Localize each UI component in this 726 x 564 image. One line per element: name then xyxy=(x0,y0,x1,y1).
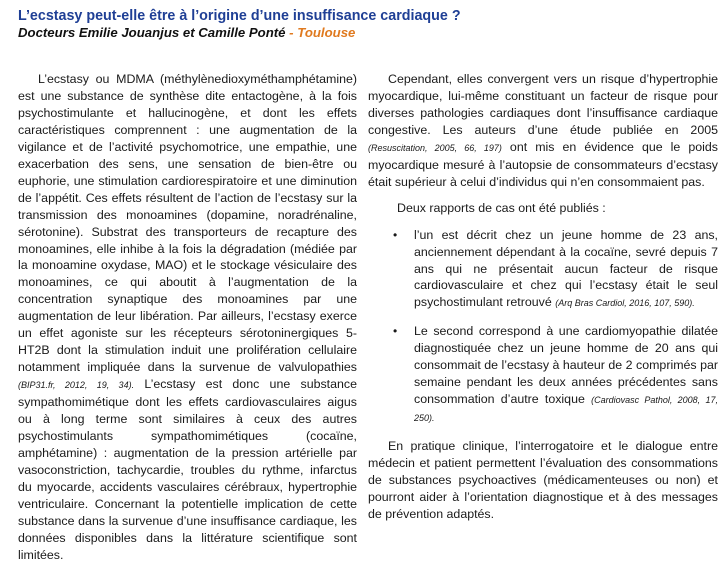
list-item xyxy=(368,323,718,427)
citation-bip31: (BIP31.fr, 2012, 19, 34). xyxy=(18,380,135,391)
left-paragraph-1-part-a: L’ecstasy ou MDMA (méthylènedioxyméthamphétamine) est une substance de synthèse dite entactogène, à la fois psychostimulante et hallucinogène, et dont les effets caractéristiques comprennent : une augmentation de la vigilance et de l’activité psychomotrice, une empathie, une exacerbation des sens, une sensation de bien-être ou euphorie, une stimulation cardiorespiratoire et une diminution de l’appétit. Ces effets résultent de l’action de l’ecstasy sur la transmission des monoamines (dopamine, noradrénaline, sérotonine). Substrat des transporteurs de recapture des monoamines, elle inhibe à la fois la dégradation (médiée par la monoamine oxydase, MAO) et le stockage vésiculaire des monoamines, ce qui aboutit à l’augmentation de la concentration synaptique des monoamines par une augmentation de leur libération. Par ailleurs, l’ecstasy exerce un effet agoniste sur les récepteurs sérotoninergiques 5-HT2B dont la stimulation induit une prolifération cellulaire notamment impliquée dans la survenue de valvulopathies xyxy=(18,72,357,375)
right-paragraph-1 xyxy=(368,71,718,191)
right-paragraph-2: Deux rapports de cas ont été publiés : xyxy=(397,200,606,215)
authors-names: Docteurs Emilie Jouanjus et Camille Ponté xyxy=(18,25,286,40)
case-report-2-text: Le second correspond à une cardiomyopathie dilatée diagnostiquée chez un jeune homme de 20 ans qui consommait de l’ecstasy à hauteur de 2 comprimés par semaine pendant les deux années précédentes sans consommation d’autre toxique xyxy=(414,324,718,407)
bullet-icon: • xyxy=(393,324,398,339)
list-item xyxy=(368,227,718,313)
bullet-icon: • xyxy=(393,227,398,242)
authors-city: Toulouse xyxy=(297,25,356,40)
right-column xyxy=(368,71,718,523)
right-paragraph-1-part-a: Cependant, elles convergent vers un risque d’hypertrophie myocardique, lui-même constituant un facteur de risque pour diverses pathologies cardiaques dont l’insuffisance cardiaque congestive. Les auteurs d’une étude publiée en 2005 xyxy=(368,72,718,137)
left-paragraph-1-part-b: L’ecstasy est donc une substance sympathomimétique dont les effets cardiovasculaires aigus ou à long terme sont similaires à ceux des autres psychostimulants sympathomimétiques (cocaïne, amphétamine) : augmentation de la pression artérielle par vasoconstriction, tachycardie, troubles du rythme, infarctus du myocarde, accidents vasculaires cérébraux, hypertrophie ventriculaire. Concernant la potentielle implication de cette substance dans la survenue d’une insuffisance cardiaque, les données disponibles dans la littérature scientifique sont limitées. xyxy=(18,377,357,562)
case-report-list xyxy=(368,227,718,427)
authors-separator: - xyxy=(289,25,294,40)
left-paragraph-1 xyxy=(18,71,357,564)
right-paragraph-3: En pratique clinique, l’interrogatoire et le dialogue entre médecin et patient permettent l’évaluation des consommations de substances psychoactives (médicamenteuses ou non) et pourront aider à l’orientation diagnostique et à des messages de prévention adaptés. xyxy=(368,439,718,521)
article-title: L’ecstasy peut-elle être à l’origine d’une insuffisance cardiaque ? xyxy=(18,8,461,24)
case-report-1-text: l’un est décrit chez un jeune homme de 23 ans, anciennement dépendant à la cocaïne, sevré depuis 7 ans qui ne présentait aucun facteur de risque cardiovasculaire et chez qui l’ecstasy était le seul psychostimulant retrouvé xyxy=(414,227,718,310)
citation-resuscitation: (Resuscitation, 2005, 66, 197) xyxy=(368,142,502,153)
left-column xyxy=(18,71,357,564)
citation-cardiovasc-pathol: (Cardiovasc Pathol, 2008, 17, 250). xyxy=(414,395,718,424)
right-paragraph-1-part-b: ont mis en évidence que le poids myocardique mesuré à l’autopsie de consommateurs d’ecstasy était supérieur à celui d’individus qui n’en consommaient pas. xyxy=(368,139,718,189)
citation-arq-bras-cardiol: (Arq Bras Cardiol, 2016, 107, 590). xyxy=(555,298,695,309)
article-authors xyxy=(18,25,355,40)
